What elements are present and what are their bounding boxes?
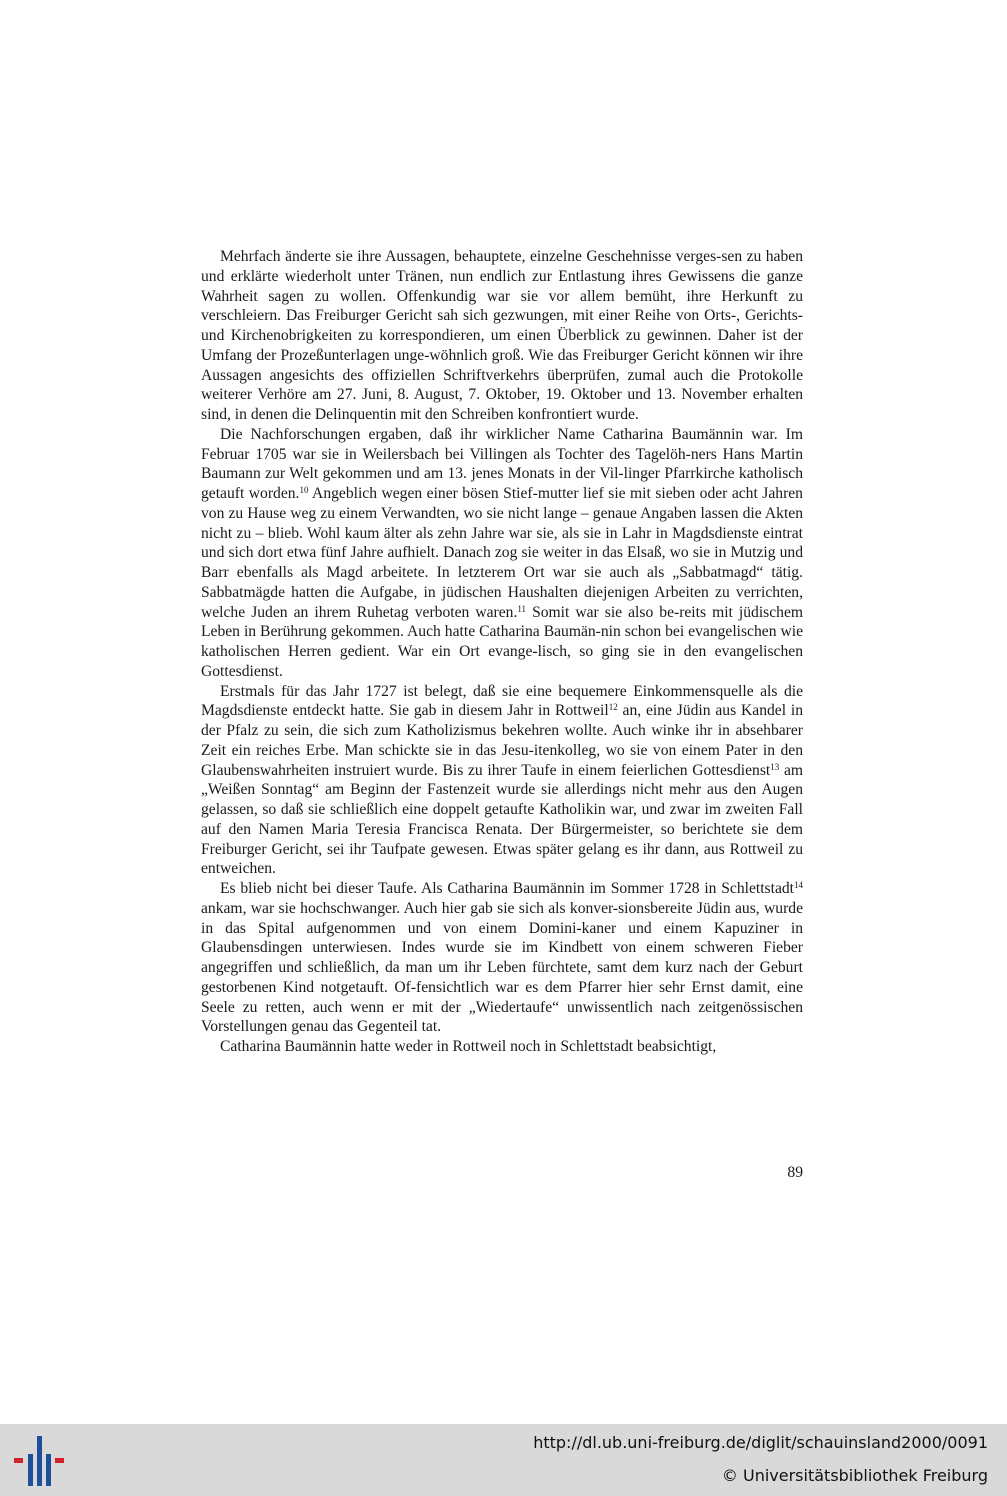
- body-text: [201, 247, 803, 1057]
- text-segment: Erstmals für das Jahr 1727 ist belegt, daß sie eine bequemere Einkommensquelle als die Magdsdienste entdeckt hatte. Sie gab in diesem Jahr in Rottweil: [201, 682, 803, 720]
- footnote-marker: 10: [299, 485, 309, 495]
- text-segment: Mehrfach änderte sie ihre Aussagen, behauptete, einzelne Geschehnisse verges-sen zu haben und erklärte wiederholt unter Tränen, nun endlich zur Entlastung ihres Gewissens die ganze Wahrheit sagen zu wollen. Offenkundig war sie vor allem bemüht, ihre Herkunft zu verschleiern. Das Freiburger Gericht sah sich gezwungen, mit einer Reihe von Orts-, Gerichts- und Kirchenobrigkeiten zu korrespondieren, um einen Überblick zu gewinnen. Daher ist der Umfang der Prozeßunterlagen unge-wöhnlich groß. Wie das Freiburger Gericht können wir ihre Aussagen angesichts des offiziellen Schriftverkehrs überprüfen, zumal auch die Protokolle weiterer Verhöre am 27. Juni, 8. August, 7. Oktober, 19. Oktober und 13. November erhalten sind, in denen die Delinquentin mit den Schreiben konfrontiert wurde.: [201, 248, 803, 423]
- footer-bar: [0, 1424, 1007, 1496]
- paragraph: [201, 879, 803, 1037]
- page-number: 89: [787, 1164, 803, 1181]
- ub-freiburg-logo-icon: [14, 1436, 64, 1486]
- text-segment: am „Weißen Sonntag“ am Beginn der Fastenzeit wurde sie allerdings nicht mehr aus den Augen gelassen, so daß sie schließlich eine doppelt getaufte Katholikin war, und zwar im zweiten Fall auf den Namen Maria Teresia Francisca Renata. Der Bürgermeister, so berichtete sie dem Freiburger Gericht, sei ihr Taufpate gewesen. Etwas später gelang es ihr dann, aus Rottweil zu entweichen.: [201, 761, 803, 878]
- footnote-marker: 14: [794, 880, 803, 890]
- text-segment: ankam, war sie hochschwanger. Auch hier gab sie sich als konver-sionsbereite Jüdin aus, wurde in das Spital aufgenommen und von einem Domini-kaner und einem Kapuziner in Glaubensdingen unterwiesen. Indes wurde sie im Kindbett von einem schweren Fieber angegriffen und schließlich, da man um ihr Leben fürchtete, samt dem kurz nach der Geburt gestorbenen Kind notgetauft. Of-fensichtlich war es dem Pfarrer hier sehr Ernst damit, eine Seele zu retten, auch wenn er mit der „Wiedertaufe“ unwissentlich nach zeitgenössischen Vorstellungen genau das Gegenteil tat.: [201, 899, 803, 1036]
- text-segment: Die Nachforschungen ergaben, daß ihr wirklicher Name Catharina Baumännin war. Im Februar 1705 war sie in Weilersbach bei Villingen als Tochter des Tagelöh-ners Hans Martin Baumann zur Welt gekommen und am 13. jenes Monats in der Vil-linger Pfarrkirche katholisch getauft worden.: [201, 425, 803, 502]
- text-segment: an, eine Jüdin aus Kandel in der Pfalz zu sein, die sich zum Katholizismus bekehren wollte. Auch winke ihr in absehbarer Zeit ein reiches Erbe. Man schickte sie in das Jesu-itenkolleg, wo sie von einem Pater in den Glaubenswahrheiten instruiert wurde. Bis zu ihrer Taufe in einem feierlichen Gottesdienst: [201, 702, 803, 779]
- text-segment: Es blieb nicht bei dieser Taufe. Als Catharina Baumännin im Sommer 1728 in Schlettstadt: [220, 880, 794, 897]
- paragraph: [201, 247, 803, 425]
- paragraph: [201, 1037, 803, 1057]
- footnote-marker: 12: [608, 702, 618, 713]
- source-url-link[interactable]: http://dl.ub.uni-freiburg.de/diglit/schauinsland2000/0091: [533, 1433, 988, 1452]
- text-segment: Catharina Baumännin hatte weder in Rottweil noch in Schlettstadt beabsichtigt,: [220, 1038, 717, 1055]
- paragraph: [201, 682, 803, 880]
- copyright-text: © Universitätsbibliothek Freiburg: [721, 1466, 988, 1485]
- footnote-marker: 13: [770, 761, 780, 772]
- text-segment: Somit war sie also be-reits mit jüdischem Leben in Berührung gekommen. Auch hatte Catharina Baumän-nin schon bei evangelischen wie katholischen Herren gedient. War ein Ort evange-lisch, so ging sie in den evangelischen Gottesdienst.: [201, 603, 803, 680]
- text-segment: Angeblich wegen einer bösen Stief-mutter lief sie mit sieben oder acht Jahren von zu Hause weg zu einem Verwandten, wo sie nicht lange – genaue Angaben lassen die Akten nicht zu – blieb. Wohl kaum älter als zehn Jahre war sie, als sie in Lahr in Magdsdienste eintrat und sich dort etwa fünf Jahre aufhielt. Danach zog sie weiter in das Elsaß, wo sie in Mutzig und Barr ebenfalls als Magd arbeitete. In letzterem Ort war sie auch als „Sabbatmagd“ tätig. Sabbatmägde hatten die Aufgabe, in jüdischen Haushalten diejenigen Arbeiten zu verrichten, welche Juden an ihrem Ruhetag verboten waren.: [201, 485, 803, 621]
- footnote-marker: 11: [517, 603, 527, 614]
- paragraph: [201, 425, 803, 682]
